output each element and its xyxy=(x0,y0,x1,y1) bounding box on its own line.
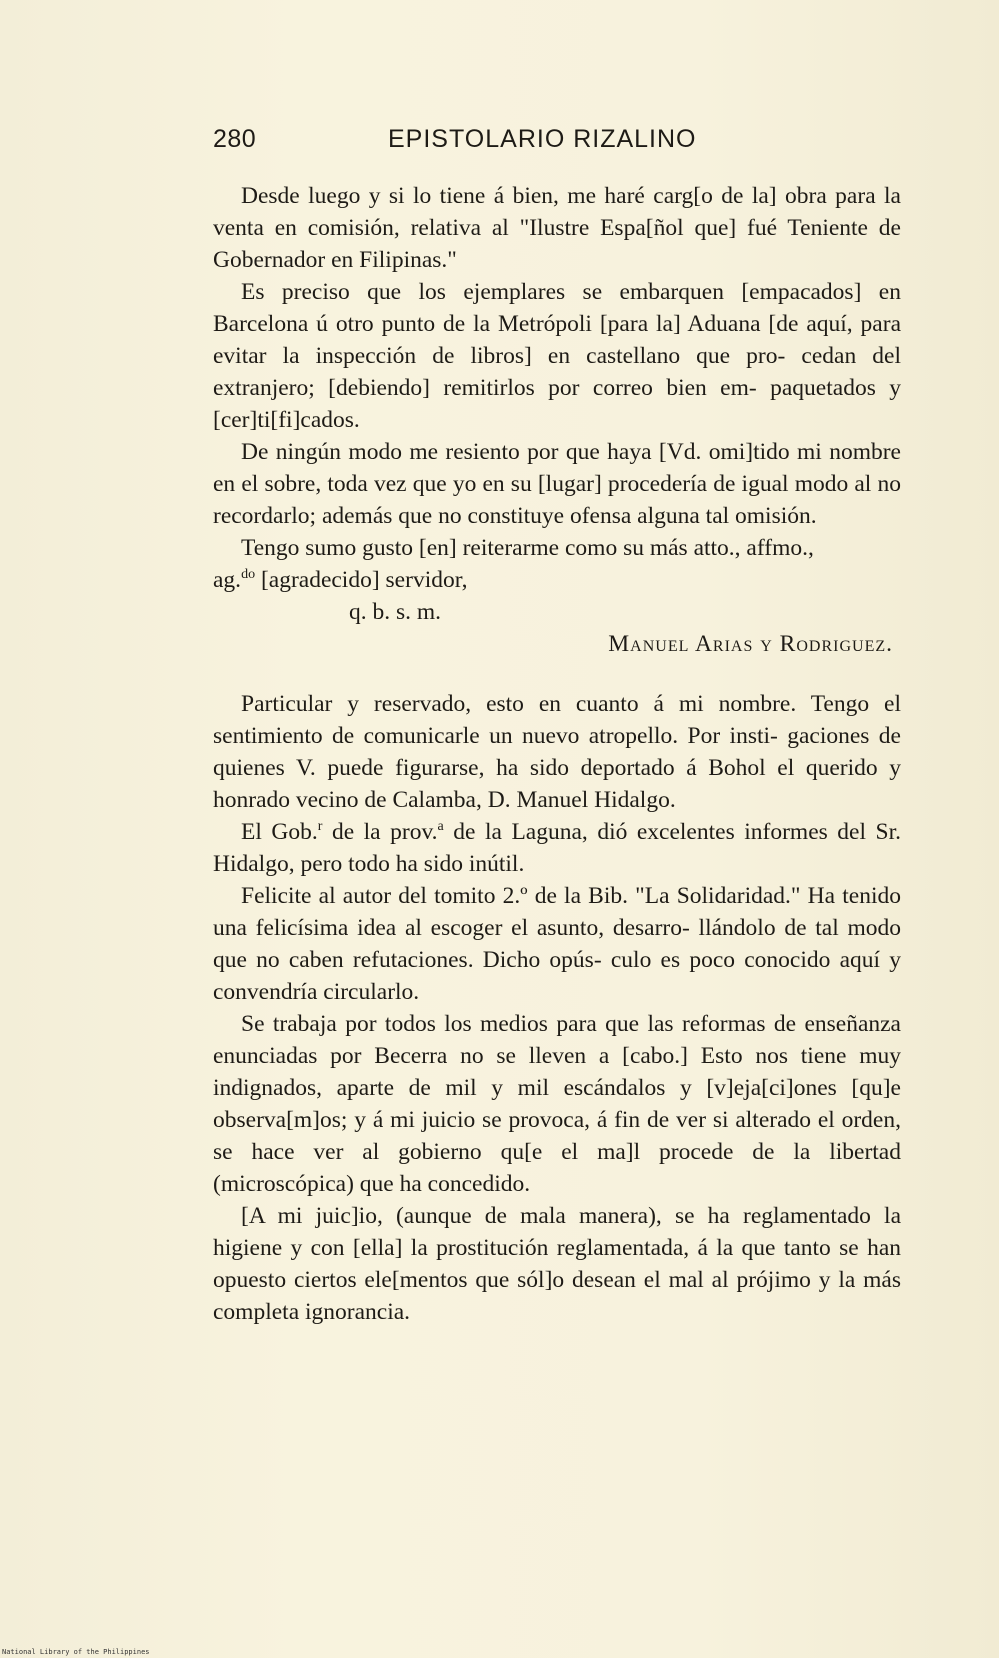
library-credit: National Library of the Philippines xyxy=(2,1648,150,1656)
letter-paragraph-2: Es preciso que los ejemplares se embarquen [empacados] en Barcelona ú otro punto de la Metrópoli [para la] Aduana [de aquí, para evitar la inspección de libros] en castellano que pro- cedan del extranjero; [debiendo] remitirlos por correo bien em- paquetados y [cer]ti[fi]cados. xyxy=(213,279,901,433)
closing-prefix: ag. xyxy=(213,567,242,593)
postscript-paragraph-5: [A mi juic]io, (aunque de mala manera), se ha reglamentado la higiene y con [ella] la prostitución reglamentada, á la que tanto se han opuesto ciertos ele[mentos que sól]o desean el mal al prójimo y la más completa ignorancia. xyxy=(213,1203,901,1325)
closing-superscript: do xyxy=(241,567,256,582)
p2-sup-1: r xyxy=(317,819,323,834)
running-title: EPISTOLARIO RIZALINO xyxy=(388,125,697,153)
p2-text-2: de la prov. xyxy=(322,819,438,845)
letter-paragraph-3: De ningún modo me resiento por que haya [Vd. omi]tido mi nombre en el sobre, toda vez que yo en su [lugar] procedería de igual modo al no recordarlo; además que no constituye ofensa alguna tal omisión. xyxy=(213,439,901,529)
page-header xyxy=(213,125,733,165)
section-gap xyxy=(213,660,901,688)
closing-suffix: [agradecido] servidor, xyxy=(255,567,468,593)
p2-sup-2: a xyxy=(437,819,444,834)
courtesy-formula: q. b. s. m. xyxy=(349,599,442,625)
letter-closing xyxy=(213,532,901,596)
closing-line-1: Tengo sumo gusto [en] reiterarme como su más atto., affmo., xyxy=(241,535,814,561)
postscript-paragraph-4: Se trabaja por todos los medios para que las reformas de enseñanza enunciadas por Becerra no se lleven a [cabo.] Esto nos tiene muy indignados, aparte de mil y mil escándalos y [v]eja[ci]ones [qu]e observa[m]os; y á mi juicio se provoca, á fin de ver si alterado el orden, se hace ver al gobierno qu[e el ma]l procede de la libertad (microscópica) que ha concedido. xyxy=(213,1011,901,1197)
signature: Manuel Arias y Rodriguez. xyxy=(608,631,893,657)
letter-paragraph-1: Desde luego y si lo tiene á bien, me haré carg[o de la] obra para la venta en comisión, relativa al "Ilustre Espa[ñol que] fué Teniente de Gobernador en Filipinas." xyxy=(213,183,901,273)
postscript-paragraph-3: Felicite al autor del tomito 2.º de la Bib. "La Solidaridad." Ha tenido una felicísima idea al escoger el asunto, desarro- llándolo de tal modo que no caben refutaciones. Dicho opús- culo es poco conocido aquí y convendría circularlo. xyxy=(213,883,901,1005)
postscript-paragraph-1: Particular y reservado, esto en cuanto á mi nombre. Tengo el sentimiento de comunicarle un nuevo atropello. Por insti- gaciones de quienes V. puede figurarse, ha sido deportado á Bohol el querido y honrado vecino de Calamba, D. Manuel Hidalgo. xyxy=(213,691,901,813)
p2-text-1: El Gob. xyxy=(241,819,318,845)
page-number: 280 xyxy=(213,125,257,153)
postscript-paragraph-2 xyxy=(213,816,901,880)
body-text xyxy=(213,180,901,1328)
p2-text-3: de la Laguna, dió excelentes informes del Sr. Hidalgo, pero todo ha sido inútil. xyxy=(213,819,901,877)
